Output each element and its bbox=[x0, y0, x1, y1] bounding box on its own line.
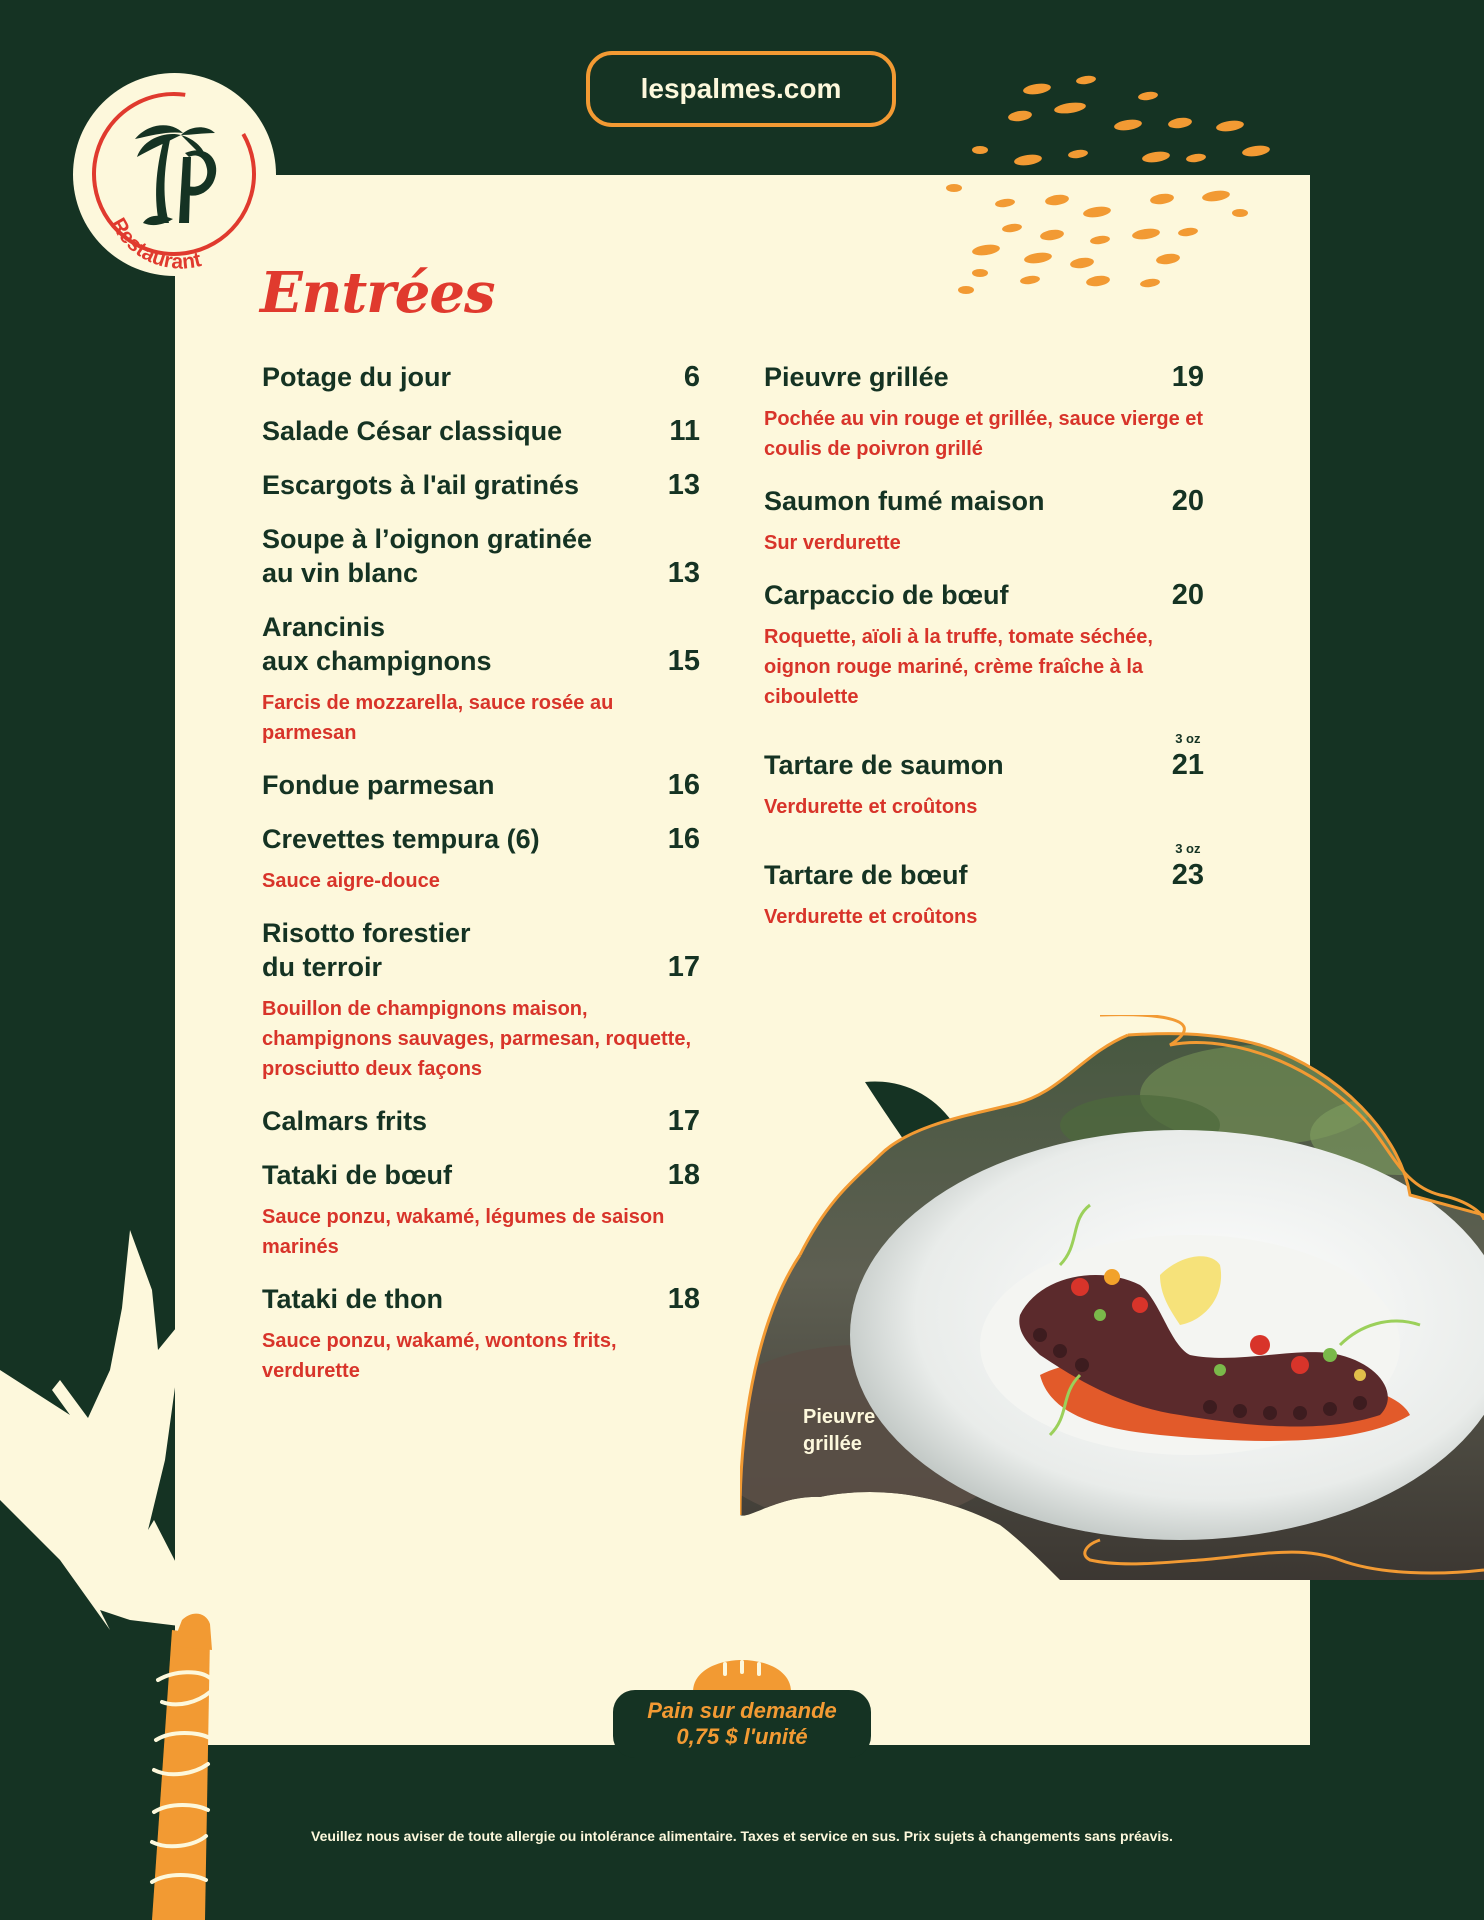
menu-item-description: Sauce aigre-douce bbox=[262, 870, 440, 892]
menu-item-header bbox=[764, 360, 1204, 394]
menu-item-price: 17 bbox=[667, 951, 700, 983]
menu-item-price: 13 bbox=[667, 469, 700, 501]
menu-item-price-group bbox=[668, 468, 700, 502]
footer-note: Veuillez nous aviser de toute allergie ou intolérance alimentaire. Taxes et service en sus. Prix sujets à changements sans préavis. bbox=[311, 1828, 1173, 1844]
menu-item-name: Tataki de thon bbox=[262, 1284, 444, 1314]
menu-item-header bbox=[262, 522, 700, 590]
menu-column-right bbox=[764, 360, 1204, 952]
menu-item bbox=[764, 732, 1204, 822]
menu-item-name: Soupe à l’oignon gratinée au vin blanc bbox=[262, 524, 593, 588]
menu-item bbox=[262, 468, 700, 502]
menu-item-price-group bbox=[669, 414, 700, 448]
menu-item bbox=[262, 1104, 700, 1138]
menu-item-price: 11 bbox=[669, 415, 700, 447]
menu-item-header bbox=[262, 1158, 700, 1192]
menu-item-name: Pieuvre grillée bbox=[764, 362, 949, 392]
menu-item-description: Farcis de mozzarella, sauce rosée au parmesan bbox=[262, 692, 614, 744]
menu-item-price: 23 bbox=[1171, 859, 1204, 891]
menu-item-name: Risotto forestier du terroir bbox=[262, 918, 471, 982]
menu-item bbox=[262, 360, 700, 394]
menu-item-header bbox=[262, 916, 700, 984]
menu-item bbox=[262, 610, 700, 748]
menu-item-price: 20 bbox=[1171, 485, 1204, 517]
palm-tree-illustration bbox=[0, 1230, 240, 1920]
menu-item-price-group bbox=[1172, 578, 1204, 612]
menu-item-header bbox=[262, 822, 700, 856]
menu-item-price-group bbox=[668, 950, 700, 984]
menu-item-description: Verdurette et croûtons bbox=[764, 796, 978, 818]
menu-item-description: Sur verdurette bbox=[764, 532, 901, 554]
menu-item bbox=[764, 842, 1204, 932]
menu-item-price: 16 bbox=[667, 769, 700, 801]
menu-item-price-group bbox=[1172, 484, 1204, 518]
menu-item bbox=[262, 822, 700, 896]
dish-photo bbox=[740, 1015, 1484, 1600]
menu-item-price-group bbox=[668, 768, 700, 802]
menu-item-price-group bbox=[1172, 360, 1204, 394]
menu-item bbox=[262, 768, 700, 802]
menu-item-name: Fondue parmesan bbox=[262, 770, 495, 800]
menu-item-name: Saumon fumé maison bbox=[764, 486, 1045, 516]
menu-item bbox=[764, 484, 1204, 558]
bread-line-2: 0,75 $ l'unité bbox=[676, 1724, 808, 1749]
website-link[interactable]: lespalmes.com bbox=[586, 51, 896, 127]
menu-item-description: Pochée au vin rouge et grillée, sauce vierge et coulis de poivron grillé bbox=[764, 408, 1204, 460]
menu-item-description: Verdurette et croûtons bbox=[764, 906, 978, 928]
bread-line-1: Pain sur demande bbox=[647, 1698, 837, 1723]
grilled-octopus-photo bbox=[740, 1015, 1484, 1595]
menu-item-header bbox=[764, 578, 1204, 612]
menu-item-header bbox=[262, 1282, 700, 1316]
menu-item-price-group bbox=[1172, 732, 1204, 782]
menu-item bbox=[262, 1282, 700, 1386]
menu-item-price-group bbox=[668, 556, 700, 590]
menu-item-price: 19 bbox=[1171, 361, 1204, 393]
menu-item-price: 16 bbox=[667, 823, 700, 855]
bread-on-request-badge bbox=[613, 1690, 871, 1758]
menu-item-price-group bbox=[668, 1282, 700, 1316]
menu-item-price: 21 bbox=[1171, 749, 1204, 781]
menu-item bbox=[262, 414, 700, 448]
menu-item bbox=[262, 916, 700, 1084]
menu-item-price: 20 bbox=[1171, 579, 1204, 611]
menu-item bbox=[262, 522, 700, 590]
menu-item-price-group bbox=[668, 1158, 700, 1192]
menu-item-name: Crevettes tempura (6) bbox=[262, 824, 540, 854]
palm-logo-icon bbox=[73, 73, 276, 276]
menu-item-header bbox=[764, 732, 1204, 782]
menu-item-price: 18 bbox=[667, 1159, 700, 1191]
menu-item-name: Potage du jour bbox=[262, 362, 451, 392]
photo-caption: Pieuvre grillée bbox=[803, 1406, 876, 1455]
menu-item bbox=[764, 360, 1204, 464]
menu-item-name: Tartare de bœuf bbox=[764, 860, 968, 890]
menu-item-price-group bbox=[668, 1104, 700, 1138]
menu-item-header bbox=[262, 1104, 700, 1138]
menu-item-name: Carpaccio de bœuf bbox=[764, 580, 1009, 610]
menu-item-description: Roquette, aïoli à la truffe, tomate séchée, oignon rouge mariné, crème fraîche à la ciboulette bbox=[764, 626, 1153, 708]
menu-item-header bbox=[764, 484, 1204, 518]
menu-item bbox=[262, 1158, 700, 1262]
menu-item-header bbox=[764, 842, 1204, 892]
menu-item-price-group bbox=[1172, 842, 1204, 892]
menu-column-left bbox=[262, 360, 700, 1406]
menu-item-price: 17 bbox=[667, 1105, 700, 1137]
bread-icon bbox=[689, 1658, 795, 1694]
menu-item-name: Calmars frits bbox=[262, 1106, 428, 1136]
menu-item-name: Tartare de saumon bbox=[764, 750, 1004, 780]
menu-item-header bbox=[262, 768, 700, 802]
menu-item-header bbox=[262, 610, 700, 678]
menu-item-name: Arancinis aux champignons bbox=[262, 612, 492, 676]
menu-item-header bbox=[262, 360, 700, 394]
menu-item-price-group bbox=[668, 822, 700, 856]
menu-item-header bbox=[262, 414, 700, 448]
menu-item-description: Bouillon de champignons maison, champignons sauvages, parmesan, roquette, prosciutto deux façons bbox=[262, 998, 692, 1080]
menu-item-portion: 3 oz bbox=[1175, 841, 1201, 856]
menu-item-description: Sauce ponzu, wakamé, légumes de saison marinés bbox=[262, 1206, 665, 1258]
section-title: Entrées bbox=[260, 260, 495, 326]
menu-item-price: 6 bbox=[683, 361, 700, 393]
menu-item-price: 18 bbox=[667, 1283, 700, 1315]
logo-word: Restaurant bbox=[106, 214, 204, 274]
menu-item-portion: 3 oz bbox=[1175, 731, 1201, 746]
menu-item-price: 13 bbox=[667, 557, 700, 589]
menu-item-name: Salade César classique bbox=[262, 416, 563, 446]
menu-item-price-group bbox=[668, 644, 700, 678]
menu-item bbox=[764, 578, 1204, 712]
menu-item-price-group bbox=[684, 360, 700, 394]
menu-item-description: Sauce ponzu, wakamé, wontons frits, verdurette bbox=[262, 1330, 617, 1382]
menu-item-price: 15 bbox=[667, 645, 700, 677]
decorative-dashes bbox=[930, 68, 1280, 308]
restaurant-logo bbox=[73, 73, 276, 276]
menu-item-name: Escargots à l'ail gratinés bbox=[262, 470, 580, 500]
menu-item-header bbox=[262, 468, 700, 502]
menu-item-name: Tataki de bœuf bbox=[262, 1160, 453, 1190]
